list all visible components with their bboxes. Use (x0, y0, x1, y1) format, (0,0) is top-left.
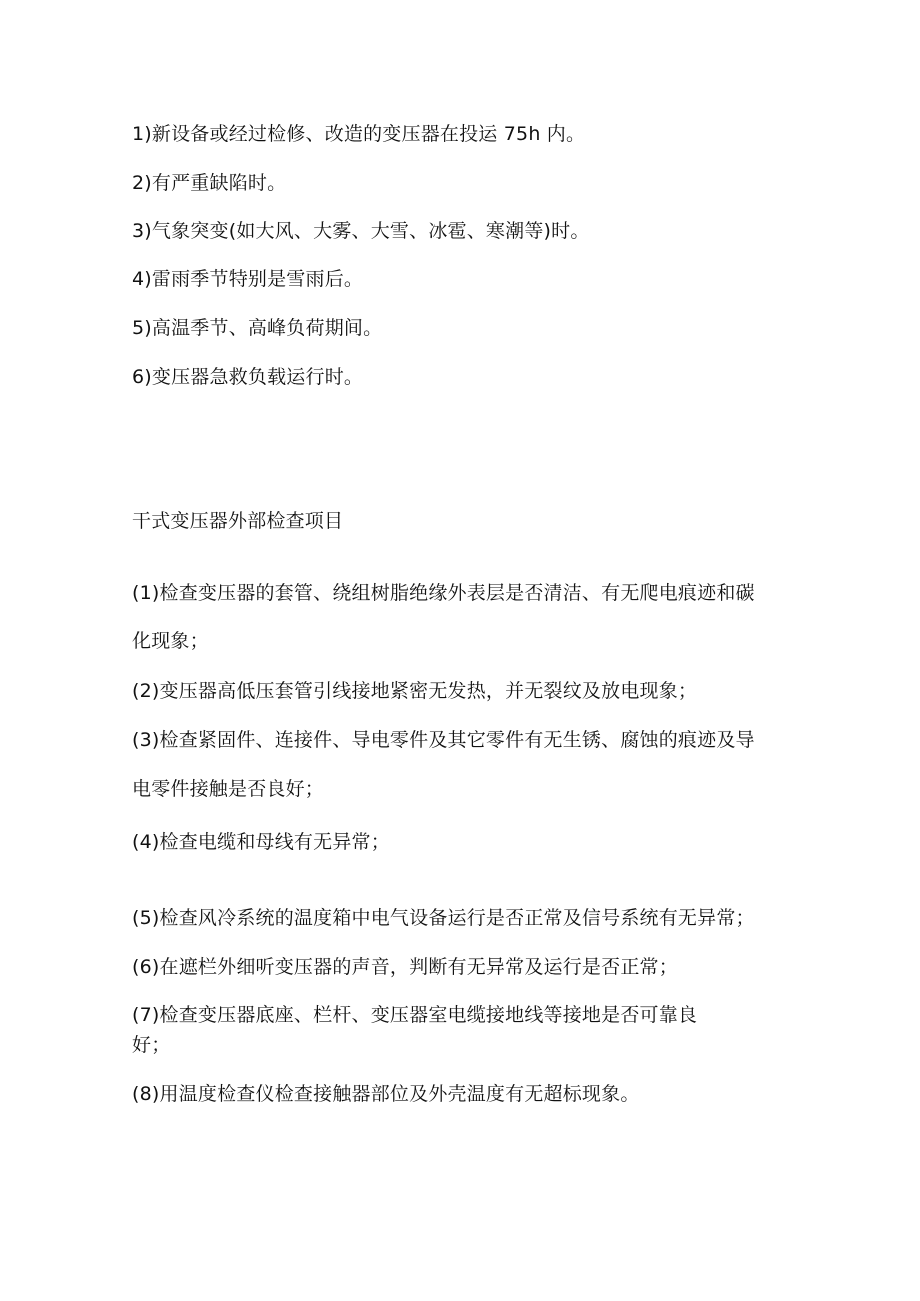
list-item: 2)有严重缺陷时。 (132, 172, 287, 194)
section-title: 干式变压器外部检查项目 (132, 510, 344, 532)
check-item-line: 好； (132, 1034, 171, 1056)
check-item-line: (8)用温度检查仪检查接触器部位及外壳温度有无超标现象。 (132, 1083, 640, 1105)
check-item-line: (1)检查变压器的套管、绕组树脂绝缘外表层是否清洁、有无爬电痕迹和碳 (132, 582, 755, 604)
list-item: 6)变压器急救负载运行时。 (132, 366, 364, 388)
list-item: 1)新设备或经过检修、改造的变压器在投运 75h 内。 (132, 123, 586, 145)
check-item-line: (6)在遮栏外细听变压器的声音，判断有无异常及运行是否正常； (132, 956, 678, 978)
check-item-line: (4)检查电缆和母线有无异常； (132, 831, 390, 853)
list-item: 4)雷雨季节特别是雪雨后。 (132, 268, 364, 290)
check-item-line: 化现象； (132, 630, 209, 652)
check-item-line: 电零件接触是否良好； (132, 778, 325, 800)
check-item-line: (7)检查变压器底座、栏杆、变压器室电缆接地线等接地是否可靠良 (132, 1004, 698, 1026)
check-item-line: (3)检查紧固件、连接件、导电零件及其它零件有无生锈、腐蚀的痕迹及导 (132, 729, 755, 751)
list-item: 3)气象突变(如大风、大雾、大雪、冰雹、寒潮等)时。 (132, 220, 590, 242)
check-item-line: (5)检查风冷系统的温度箱中电气设备运行是否正常及信号系统有无异常； (132, 907, 755, 929)
list-item: 5)高温季节、高峰负荷期间。 (132, 317, 383, 339)
check-item-line: (2)变压器高低压套管引线接地紧密无发热，并无裂纹及放电现象； (132, 680, 698, 702)
